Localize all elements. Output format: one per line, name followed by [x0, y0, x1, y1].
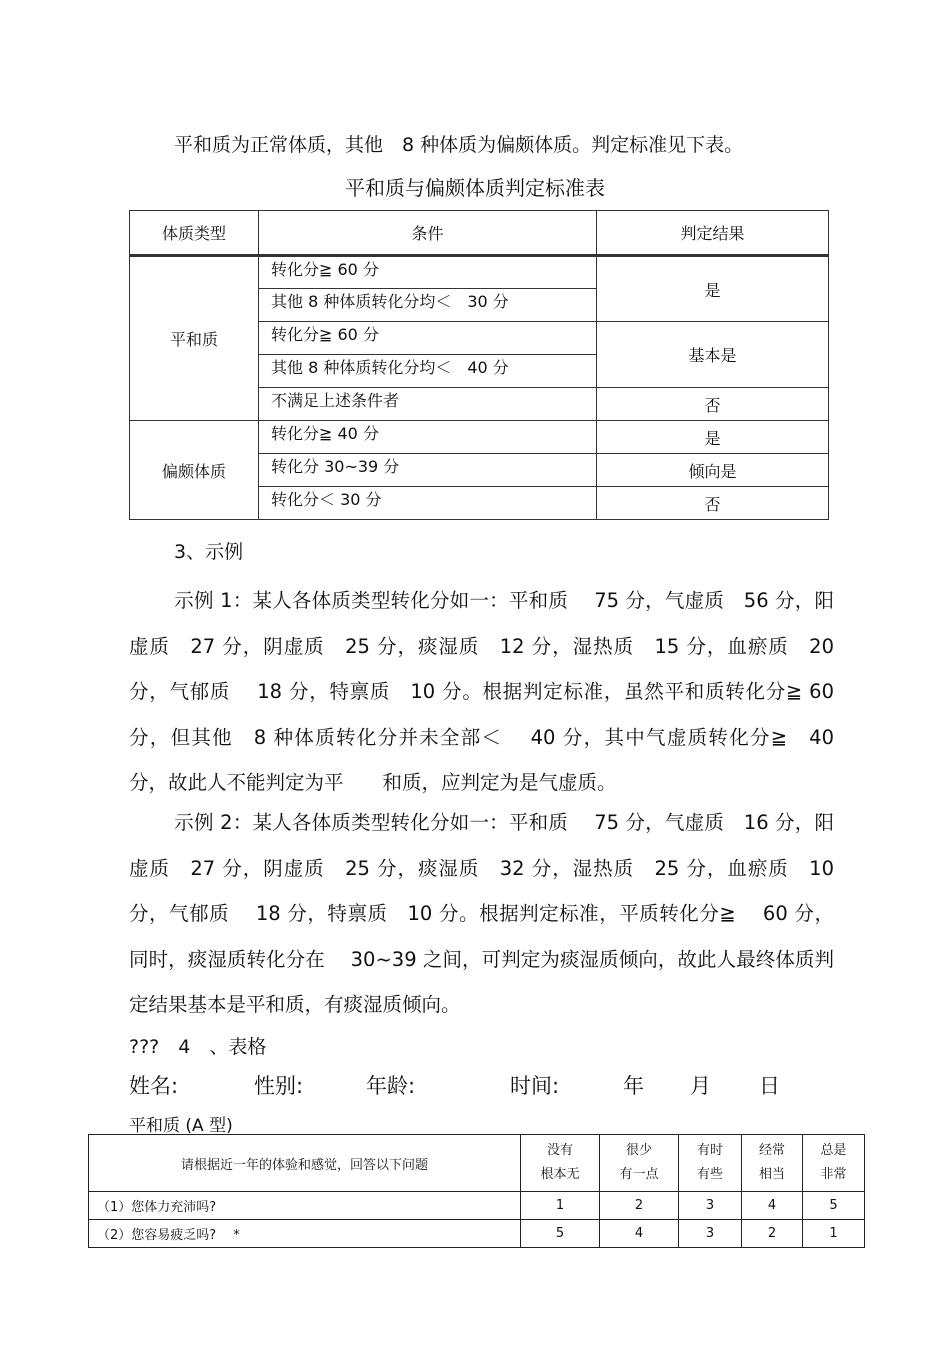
age-label: 年龄: [366, 1074, 416, 1098]
example-1 [129, 578, 834, 806]
condition-cell: 其他 8 种体质转化分均＜ 30 分 [259, 289, 597, 322]
scale-header: 有时 有些 [679, 1135, 742, 1192]
score-option[interactable]: 3 [679, 1220, 742, 1248]
header-type: 体质类型 [130, 211, 259, 256]
condition-cell: 转化分≧ 40 分 [259, 421, 597, 454]
section-3-heading: 3、示例 [174, 541, 244, 563]
question-text: （1）您体力充沛吗? [89, 1192, 521, 1220]
gender-label: 性别: [254, 1074, 304, 1098]
condition-cell: 不满足上述条件者 [259, 388, 597, 421]
section-4-heading: ??? 4 、表格 [129, 1036, 267, 1058]
scale-header: 没有 根本无 [521, 1135, 600, 1192]
questionnaire-table [88, 1134, 865, 1248]
condition-cell: 转化分 30~39 分 [259, 454, 597, 487]
score-option[interactable]: 1 [803, 1220, 865, 1248]
example-2 [129, 800, 834, 1028]
year-label: 年 [623, 1074, 644, 1098]
time-label: 时间: [510, 1074, 560, 1098]
condition-cell: 转化分≧ 60 分 [259, 256, 597, 289]
condition-cell: 其他 8 种体质转化分均＜ 40 分 [259, 355, 597, 388]
criteria-table [129, 210, 829, 520]
score-option[interactable]: 5 [803, 1192, 865, 1220]
table-row [89, 1220, 865, 1248]
table-title: 平和质与偏颇体质判定标准表 [345, 176, 605, 200]
condition-cell: 转化分≧ 60 分 [259, 322, 597, 355]
score-option[interactable]: 4 [600, 1220, 679, 1248]
month-label: 月 [690, 1074, 711, 1098]
questionnaire-title: 平和质 (A 型) [129, 1116, 233, 1136]
scale-header: 总是 非常 [803, 1135, 865, 1192]
result-cell: 否 [597, 388, 829, 421]
name-label: 姓名: [129, 1074, 179, 1098]
score-option[interactable]: 2 [600, 1192, 679, 1220]
header-condition: 条件 [259, 211, 597, 256]
example-2-text: 示例 2：某人各体质类型转化分如一：平和质 75 分，气虚质 16 分，阳虚质 27 分，阴虚质 25 分，痰湿质 32 分，湿热质 25 分，血瘀质 10 分，气郁质 18 分，特禀质 10 分。根据判定标准，平质转化分≧ 60 分，同时，痰湿质转化分在 30~39 之间，可判定为痰湿质倾向，故此人最终体质判定结果基本是平和质，有痰湿质倾向。 [129, 811, 834, 1016]
example-1-text: 示例 1：某人各体质类型转化分如一：平和质 75 分，气虚质 56 分，阳虚质 27 分，阴虚质 25 分，痰湿质 12 分，湿热质 15 分，血瘀质 20 分，气郁质 18 分，特禀质 10 分。根据判定标准，虽然平和质转化分≧ 60 分，但其他 8 种体质转化分并未全部＜ 40 分，其中气虚质转化分≧ 40 分，故此人不能判定为平 和质，应判定为是气虚质。 [129, 589, 834, 794]
header-result: 判定结果 [597, 211, 829, 256]
type-pinghe: 平和质 [130, 256, 259, 421]
score-option[interactable]: 4 [742, 1192, 803, 1220]
scale-header: 很少 有一点 [600, 1135, 679, 1192]
score-option[interactable]: 1 [521, 1192, 600, 1220]
question-text: （2）您容易疲乏吗? * [89, 1220, 521, 1248]
score-option[interactable]: 2 [742, 1220, 803, 1248]
result-cell: 倾向是 [597, 454, 829, 487]
score-option[interactable]: 5 [521, 1220, 600, 1248]
type-pianpo: 偏颇体质 [130, 421, 259, 520]
day-label: 日 [759, 1074, 780, 1098]
result-cell: 否 [597, 487, 829, 520]
result-cell: 是 [597, 256, 829, 322]
condition-cell: 转化分＜ 30 分 [259, 487, 597, 520]
result-cell: 基本是 [597, 322, 829, 388]
questionnaire-prompt: 请根据近一年的体验和感觉，回答以下问题 [89, 1135, 521, 1192]
intro-text: 平和质为正常体质，其他 8 种体质为偏颇体质。判定标准见下表。 [174, 134, 744, 156]
scale-header: 经常 相当 [742, 1135, 803, 1192]
table-row [89, 1192, 865, 1220]
result-cell: 是 [597, 421, 829, 454]
score-option[interactable]: 3 [679, 1192, 742, 1220]
